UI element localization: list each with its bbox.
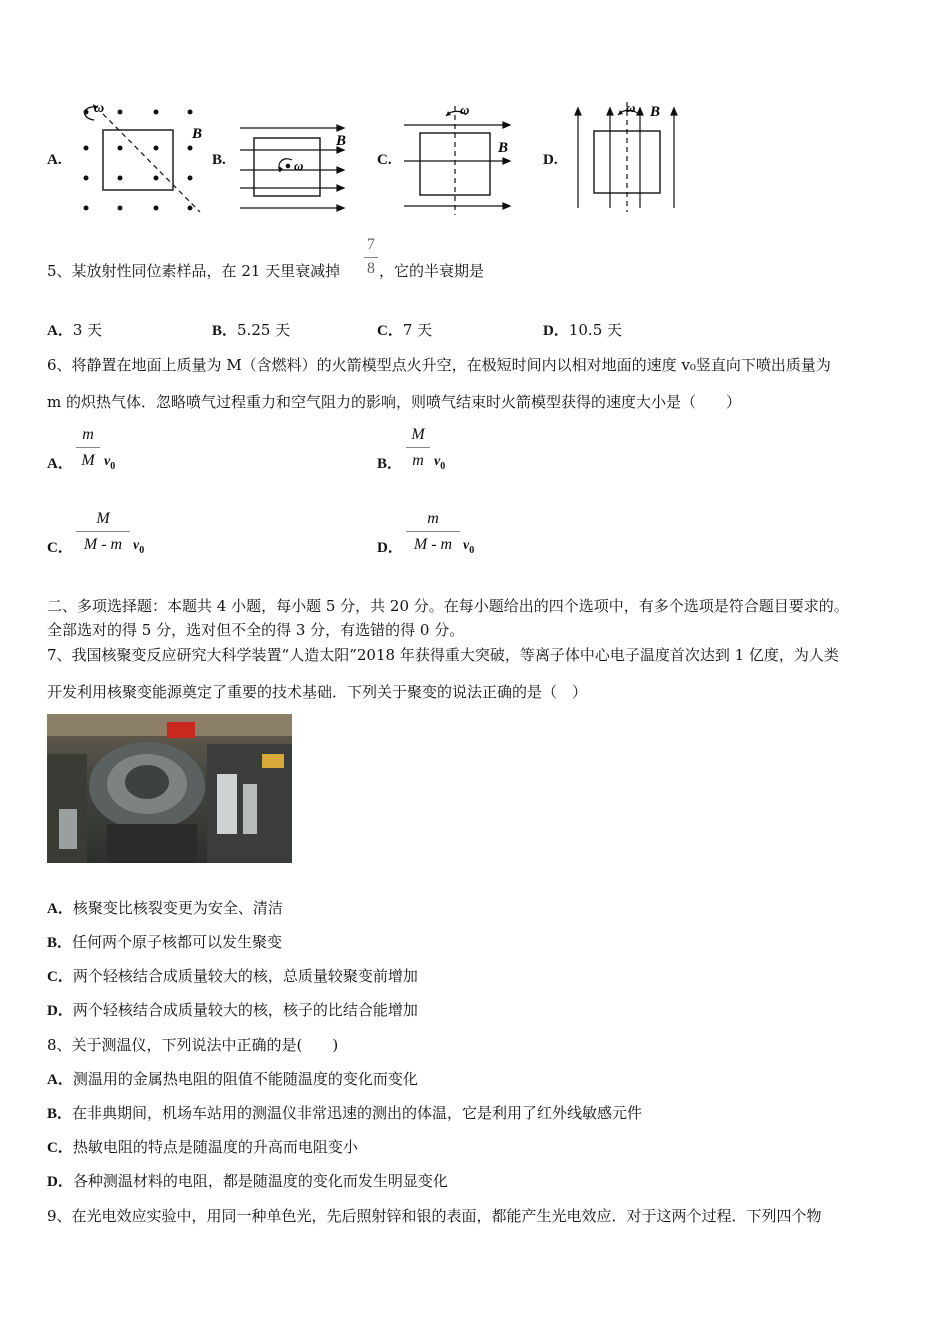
- q6-option-d-label: D．: [377, 540, 403, 556]
- q6-option-c-denominator: M - m: [83, 536, 123, 553]
- omega-label-b: ω: [294, 158, 304, 173]
- figure-d-label: D.: [543, 152, 558, 168]
- q6-option-a-v0: $v_0$: [104, 454, 116, 472]
- q6-option-b-bar: [406, 447, 430, 448]
- omega-label-d: ω: [626, 100, 636, 115]
- q6-stem-line2: m 的炽热气体．忽略喷气过程重力和空气阻力的影响，则喷气结束时火箭模型获得的速度大小是（ ）: [47, 393, 741, 411]
- q8-option-a: A．测温用的金属热电阻的阻值不能随温度的变化而变化: [47, 1070, 418, 1088]
- q5-fraction-bar: [364, 257, 378, 258]
- q6-option-a-numerator: m: [82, 426, 94, 443]
- section2-header-line1: 二、多项选择题：本题共 4 小题，每小题 5 分，共 20 分。在每小题给出的四个选项中，有多个选项是符合题目要求的。: [47, 597, 849, 615]
- figure-b-label: B.: [212, 152, 226, 168]
- omega-label-a: ω: [94, 101, 105, 116]
- q7-stem-line1: 7、我国核聚变反应研究大科学装置“人造太阳”2018 年获得重大突破，等离子体中心电子温度首次达到 1 亿度，为人类: [47, 646, 839, 664]
- b-field-label-d: B: [650, 104, 661, 120]
- q7-option-d: D．两个轻核结合成质量较大的核，核子的比结合能增加: [47, 1001, 418, 1019]
- fusion-device-photo: [47, 714, 292, 863]
- q5-stem-before: 5、某放射性同位素样品，在 21 天里衰减掉: [47, 262, 341, 280]
- q8-option-d: D．各种测温材料的电阻，都是随温度的变化而发生明显变化: [47, 1172, 448, 1190]
- section2-header-line2: 全部选对的得 5 分，选对但不全的得 3 分，有选错的得 0 分。: [47, 621, 465, 639]
- q6-stem-line1: 6、将静置在地面上质量为 M（含燃料）的火箭模型点火升空，在极短时间内以相对地面的速度 v₀竖直向下喷出质量为: [47, 356, 831, 374]
- q6-option-d-bar: [406, 531, 460, 532]
- q8-option-c: C．热敏电阻的特点是随温度的升高而电阻变小: [47, 1138, 358, 1156]
- figure-d-diagram: [568, 98, 688, 216]
- b-field-label-a: B: [192, 126, 203, 142]
- q6-option-a-bar: [76, 447, 100, 448]
- q5-option-a: A．3 天: [47, 321, 103, 339]
- q5-stem-after: ，它的半衰期是: [379, 262, 485, 280]
- q7-option-b: B．任何两个原子核都可以发生聚变: [47, 933, 283, 951]
- q6-option-b-label: B．: [377, 456, 403, 472]
- q6-option-a-label: A．: [47, 456, 73, 472]
- q6-option-a-denominator: M: [81, 452, 95, 469]
- q6-option-c-numerator: M: [96, 510, 110, 527]
- q6-option-d-v0: $v_0$: [463, 538, 475, 556]
- q6-option-b-numerator: M: [411, 426, 425, 443]
- q6-option-b-denominator: m: [412, 452, 424, 469]
- q6-option-d-denominator: M - m: [413, 536, 453, 553]
- figure-c-label: C.: [377, 152, 392, 168]
- q6-option-c-label: C．: [47, 540, 73, 556]
- q7-option-a: A．核聚变比核裂变更为安全、清洁: [47, 899, 283, 917]
- q5-option-b: B．5.25 天: [212, 321, 291, 339]
- q6-option-c-bar: [76, 531, 130, 532]
- q6-option-b-v0: $v_0$: [434, 454, 446, 472]
- omega-label-c: ω: [460, 102, 470, 117]
- q5-option-d: D．10.5 天: [543, 321, 623, 339]
- figure-c-diagram: [400, 100, 520, 220]
- figure-a-diagram: [72, 100, 212, 220]
- q7-stem-line2: 开发利用核聚变能源奠定了重要的技术基础．下列关于聚变的说法正确的是（ ）: [47, 683, 588, 701]
- q5-fraction-denominator: 8: [367, 260, 375, 277]
- q7-option-c: C．两个轻核结合成质量较大的核，总质量较聚变前增加: [47, 967, 418, 985]
- q6-option-c-v0: $v_0$: [133, 538, 145, 556]
- figure-a-label: A.: [47, 152, 62, 168]
- q9-stem-line1: 9、在光电效应实验中，用同一种单色光，先后照射锌和银的表面，都能产生光电效应．对于这两个过程．下列四个物: [47, 1207, 822, 1225]
- q6-option-d-numerator: m: [427, 510, 439, 527]
- q5-option-c: C．7 天: [377, 321, 433, 339]
- b-field-label-b: B: [336, 133, 347, 149]
- q5-fraction-numerator: 7: [367, 236, 375, 253]
- q8-option-b: B．在非典期间，机场车站用的测温仪非常迅速的测出的体温，它是利用了红外线敏感元件: [47, 1104, 643, 1122]
- q8-stem: 8、关于测温仪，下列说法中正确的是( ): [47, 1036, 339, 1054]
- b-field-label-c: B: [498, 140, 509, 156]
- figure-b-diagram: [236, 118, 356, 218]
